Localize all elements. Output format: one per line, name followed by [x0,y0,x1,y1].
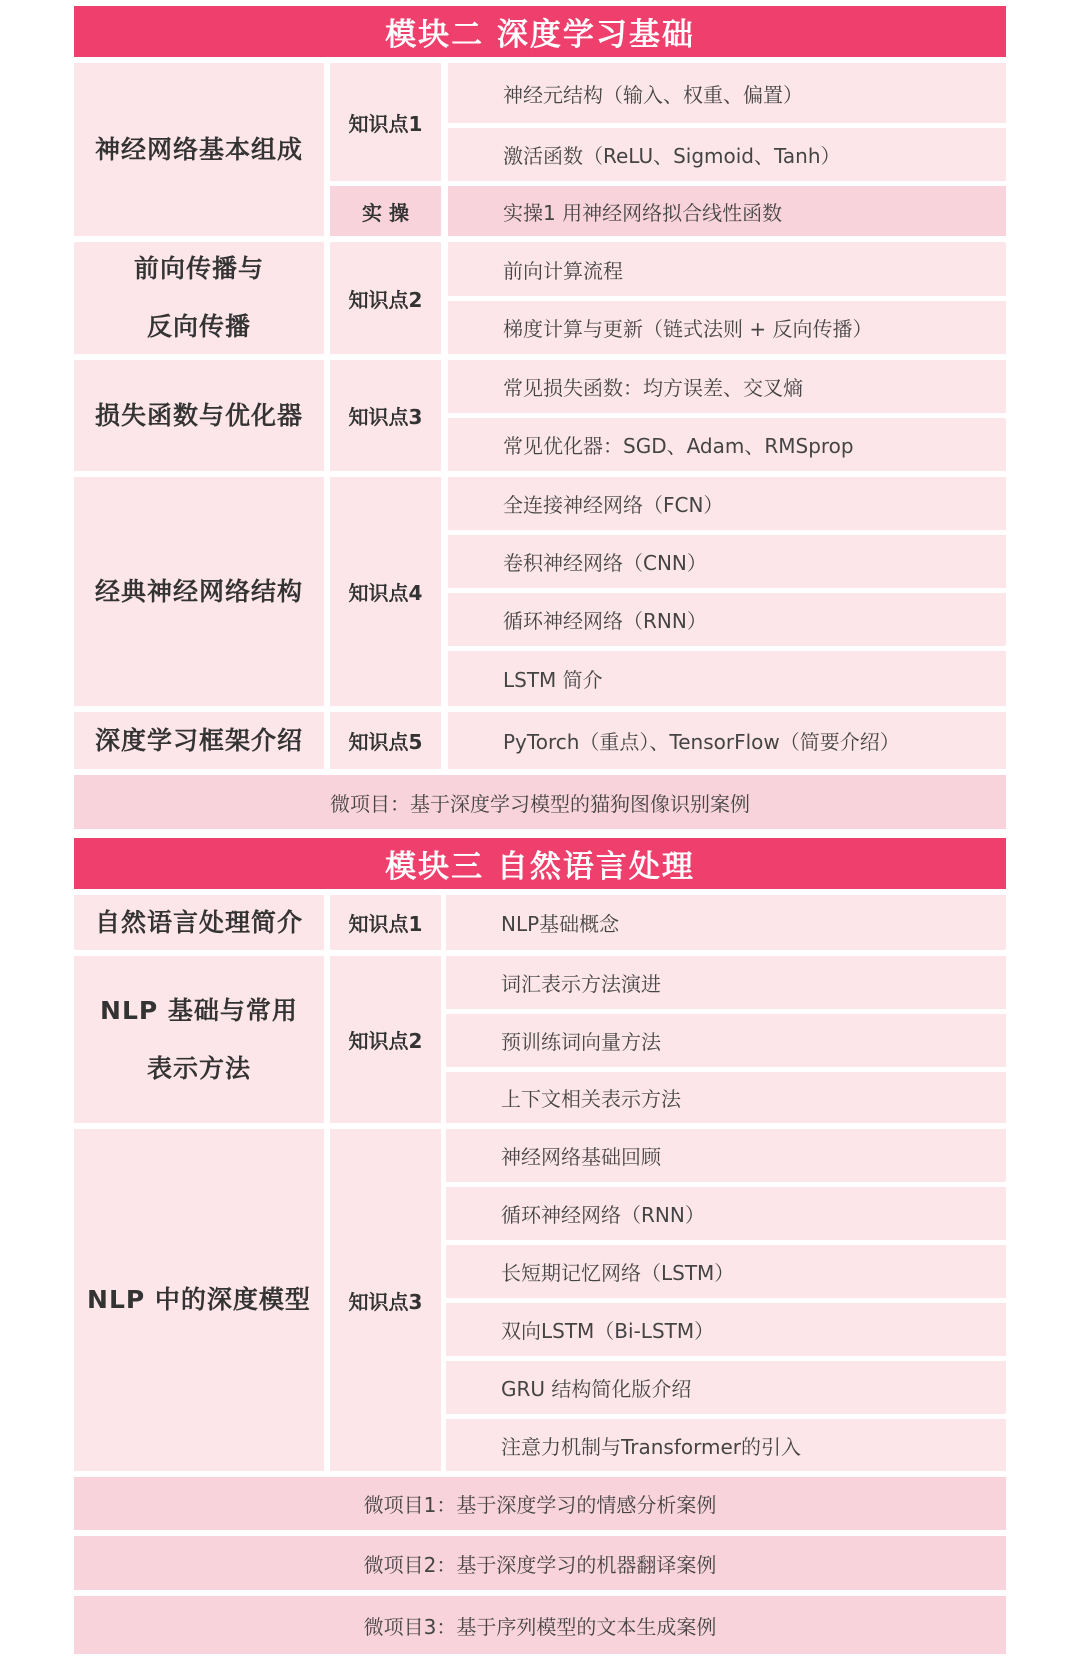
category-frameworks: 深度学习框架介绍 [74,712,324,769]
list-item: 注意力机制与Transformer的引入 [446,1419,1006,1471]
knowledge-point-5: 知识点5 [330,712,441,769]
module2-header [74,6,1006,57]
knowledge-point-2: 知识点2 [330,956,441,1123]
list-item: 梯度计算与更新（链式法则 + 反向传播） [448,301,1006,354]
list-item: PyTorch（重点）、TensorFlow（简要介绍） [448,712,1006,769]
list-item: 卷积神经网络（CNN） [448,535,1006,588]
list-item: GRU 结构简化版介绍 [446,1361,1006,1414]
category-nlp-deep-models: NLP 中的深度模型 [74,1129,324,1471]
micro-project-1: 微项目1：基于深度学习的情感分析案例 [74,1477,1006,1530]
list-item: 长短期记忆网络（LSTM） [446,1245,1006,1298]
list-item: 神经网络基础回顾 [446,1129,1006,1182]
knowledge-point-3: 知识点3 [330,1129,441,1471]
category-forward-backward: 前向传播与 反向传播 [74,242,324,354]
list-item: LSTM 简介 [448,651,1006,706]
list-item: 神经元结构（输入、权重、偏置） [448,63,1006,123]
list-item: 词汇表示方法演进 [446,956,1006,1009]
list-item: 双向LSTM（Bi-LSTM） [446,1303,1006,1356]
module2-title: 模块二 深度学习基础 [385,17,695,53]
category-nlp-intro: 自然语言处理简介 [74,895,324,950]
list-item: NLP基础概念 [446,895,1006,950]
list-item: 全连接神经网络（FCN） [448,477,1006,530]
knowledge-point-4: 知识点4 [330,477,441,706]
knowledge-point-3: 知识点3 [330,360,441,471]
list-item: 循环神经网络（RNN） [448,593,1006,646]
module3-header [74,838,1006,889]
category-nlp-representation: NLP 基础与常用 表示方法 [74,956,324,1123]
list-item: 常见损失函数：均方误差、交叉熵 [448,360,1006,413]
category-classic-networks: 经典神经网络结构 [74,477,324,706]
list-item: 前向计算流程 [448,242,1006,296]
practice-label: 实 操 [330,186,441,236]
list-item: 预训练词向量方法 [446,1014,1006,1067]
list-item: 激活函数（ReLU、Sigmoid、Tanh） [448,128,1006,181]
micro-project-3: 微项目3：基于序列模型的文本生成案例 [74,1596,1006,1654]
micro-project-2: 微项目2：基于深度学习的机器翻译案例 [74,1536,1006,1590]
list-item: 循环神经网络（RNN） [446,1187,1006,1240]
knowledge-point-1: 知识点1 [330,895,441,950]
module3-title: 模块三 自然语言处理 [385,849,695,885]
category-loss-optimizer: 损失函数与优化器 [74,360,324,471]
knowledge-point-1: 知识点1 [330,63,441,181]
knowledge-point-2: 知识点2 [330,242,441,354]
list-item: 上下文相关表示方法 [446,1072,1006,1123]
practice-item: 实操1 用神经网络拟合线性函数 [448,186,1006,236]
category-neural-network-basics: 神经网络基本组成 [74,63,324,236]
micro-project: 微项目：基于深度学习模型的猫狗图像识别案例 [74,775,1006,829]
list-item: 常见优化器：SGD、Adam、RMSprop [448,418,1006,471]
